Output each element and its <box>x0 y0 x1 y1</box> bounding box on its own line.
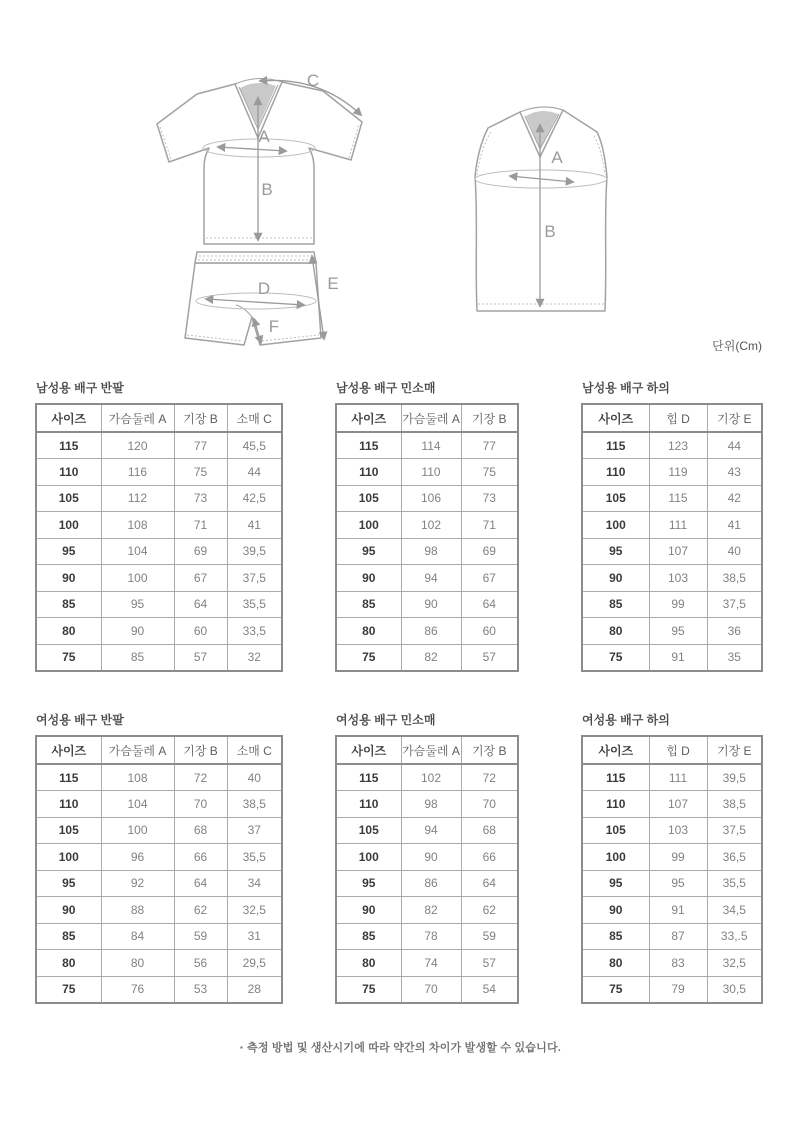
value-cell: 112 <box>101 485 174 512</box>
shorts-hip-label: D <box>257 279 271 298</box>
size-cell: 100 <box>582 844 649 871</box>
value-cell: 87 <box>649 923 707 950</box>
value-cell: 70 <box>461 791 518 818</box>
table-row <box>582 459 762 486</box>
value-cell: 94 <box>401 817 461 844</box>
value-cell: 98 <box>401 538 461 565</box>
value-cell: 57 <box>461 644 518 671</box>
table-row <box>336 432 518 459</box>
table-row <box>36 897 282 924</box>
table-row <box>582 897 762 924</box>
table-row <box>582 512 762 539</box>
measure-column-header: 기장 E <box>707 404 762 432</box>
value-cell: 32 <box>227 644 282 671</box>
value-cell: 107 <box>649 791 707 818</box>
table-row <box>336 764 518 791</box>
value-cell: 115 <box>649 485 707 512</box>
size-cell: 75 <box>336 644 401 671</box>
table-row <box>36 764 282 791</box>
value-cell: 31 <box>227 923 282 950</box>
value-cell: 64 <box>461 870 518 897</box>
value-cell: 66 <box>461 844 518 871</box>
table-row <box>582 976 762 1003</box>
footnote-text: 측정 방법 및 생산시기에 따라 약간의 차이가 발생할 수 있습니다. <box>247 1042 562 1054</box>
value-cell: 85 <box>101 644 174 671</box>
size-cell: 100 <box>336 844 401 871</box>
table-row <box>582 538 762 565</box>
value-cell: 114 <box>401 432 461 459</box>
table-row <box>582 432 762 459</box>
value-cell: 77 <box>461 432 518 459</box>
size-cell: 110 <box>36 791 101 818</box>
value-cell: 72 <box>174 764 227 791</box>
header-row <box>36 404 282 432</box>
vest-diagram <box>460 85 640 320</box>
table-row <box>36 565 282 592</box>
value-cell: 62 <box>174 897 227 924</box>
table-section-women-bottoms <box>581 713 763 1004</box>
value-cell: 39,5 <box>227 538 282 565</box>
header-row <box>582 736 762 764</box>
table-row <box>36 950 282 977</box>
measure-column-header: 기장 B <box>174 736 227 764</box>
value-cell: 102 <box>401 512 461 539</box>
size-cell: 85 <box>582 591 649 618</box>
size-cell: 105 <box>582 485 649 512</box>
value-cell: 38,5 <box>227 791 282 818</box>
value-cell: 71 <box>461 512 518 539</box>
value-cell: 36 <box>707 618 762 645</box>
shorts-outline-shape <box>185 263 321 345</box>
header-row <box>36 736 282 764</box>
value-cell: 86 <box>401 870 461 897</box>
value-cell: 44 <box>707 432 762 459</box>
value-cell: 73 <box>461 485 518 512</box>
value-cell: 84 <box>101 923 174 950</box>
value-cell: 43 <box>707 459 762 486</box>
header-row <box>582 404 762 432</box>
table-row <box>336 950 518 977</box>
measure-column-header: 소매 C <box>227 736 282 764</box>
value-cell: 64 <box>174 591 227 618</box>
value-cell: 39,5 <box>707 764 762 791</box>
table-row <box>582 844 762 871</box>
value-cell: 119 <box>649 459 707 486</box>
value-cell: 41 <box>707 512 762 539</box>
value-cell: 120 <box>101 432 174 459</box>
size-table-women-short-sleeve <box>35 735 283 1004</box>
size-cell: 90 <box>336 897 401 924</box>
table-row <box>36 976 282 1003</box>
measure-column-header: 가슴둘레 A <box>101 404 174 432</box>
size-cell: 85 <box>582 923 649 950</box>
value-cell: 35,5 <box>227 591 282 618</box>
table-row <box>36 485 282 512</box>
value-cell: 116 <box>101 459 174 486</box>
size-cell: 80 <box>36 950 101 977</box>
value-cell: 38,5 <box>707 565 762 592</box>
table-row <box>582 485 762 512</box>
value-cell: 91 <box>649 897 707 924</box>
value-cell: 108 <box>101 764 174 791</box>
table-row <box>36 844 282 871</box>
size-cell: 75 <box>582 976 649 1003</box>
value-cell: 90 <box>401 844 461 871</box>
size-column-header: 사이즈 <box>336 404 401 432</box>
value-cell: 34,5 <box>707 897 762 924</box>
footnote <box>0 1039 801 1055</box>
value-cell: 91 <box>649 644 707 671</box>
size-column-header: 사이즈 <box>582 404 649 432</box>
table-title: 남성용 배구 반팔 <box>36 381 124 395</box>
size-cell: 105 <box>336 485 401 512</box>
value-cell: 37,5 <box>227 565 282 592</box>
table-row <box>36 591 282 618</box>
table-row <box>582 644 762 671</box>
size-cell: 115 <box>336 764 401 791</box>
value-cell: 59 <box>174 923 227 950</box>
size-table-men-sleeveless <box>335 403 519 672</box>
size-cell: 80 <box>36 618 101 645</box>
table-row <box>36 791 282 818</box>
value-cell: 44 <box>227 459 282 486</box>
size-cell: 95 <box>336 870 401 897</box>
table-title: 여성용 배구 민소매 <box>336 713 436 727</box>
shirt-and-shorts-diagram <box>140 58 380 358</box>
value-cell: 90 <box>101 618 174 645</box>
table-row <box>36 512 282 539</box>
shirt-sleeve-label: C <box>306 71 320 90</box>
value-cell: 35 <box>707 644 762 671</box>
size-cell: 85 <box>336 591 401 618</box>
vest-length-label: B <box>544 222 556 241</box>
table-row <box>336 485 518 512</box>
size-cell: 115 <box>36 764 101 791</box>
value-cell: 100 <box>101 817 174 844</box>
value-cell: 106 <box>401 485 461 512</box>
table-row <box>336 618 518 645</box>
value-cell: 42,5 <box>227 485 282 512</box>
size-cell: 75 <box>582 644 649 671</box>
value-cell: 107 <box>649 538 707 565</box>
value-cell: 96 <box>101 844 174 871</box>
value-cell: 59 <box>461 923 518 950</box>
table-section-women-short-sleeve <box>35 713 283 1004</box>
table-row <box>582 591 762 618</box>
value-cell: 98 <box>401 791 461 818</box>
table-row <box>36 459 282 486</box>
table-title: 남성용 배구 민소매 <box>336 381 436 395</box>
size-cell: 80 <box>336 950 401 977</box>
footnote-marker: ▪ <box>239 1043 243 1052</box>
table-row <box>582 923 762 950</box>
table-row <box>36 870 282 897</box>
table-row <box>36 817 282 844</box>
table-section-men-short-sleeve <box>35 381 283 672</box>
table-row <box>36 538 282 565</box>
value-cell: 123 <box>649 432 707 459</box>
measure-column-header: 기장 B <box>174 404 227 432</box>
measure-column-header: 기장 B <box>461 736 518 764</box>
value-cell: 54 <box>461 976 518 1003</box>
table-row <box>336 644 518 671</box>
size-column-header: 사이즈 <box>36 736 101 764</box>
value-cell: 75 <box>461 459 518 486</box>
size-cell: 105 <box>36 817 101 844</box>
size-cell: 110 <box>582 791 649 818</box>
value-cell: 53 <box>174 976 227 1003</box>
size-cell: 75 <box>36 976 101 1003</box>
size-cell: 80 <box>336 618 401 645</box>
value-cell: 36,5 <box>707 844 762 871</box>
measure-column-header: 힙 D <box>649 736 707 764</box>
value-cell: 103 <box>649 565 707 592</box>
table-title: 여성용 배구 반팔 <box>36 713 124 727</box>
value-cell: 68 <box>174 817 227 844</box>
value-cell: 45,5 <box>227 432 282 459</box>
size-cell: 75 <box>336 976 401 1003</box>
size-cell: 110 <box>582 459 649 486</box>
value-cell: 94 <box>401 565 461 592</box>
shorts-length-label: E <box>327 274 339 293</box>
value-cell: 64 <box>461 591 518 618</box>
value-cell: 104 <box>101 538 174 565</box>
value-cell: 60 <box>174 618 227 645</box>
unit-label: 단위(Cm) <box>712 339 762 353</box>
measure-column-header: 가슴둘레 A <box>401 736 461 764</box>
size-cell: 115 <box>582 432 649 459</box>
size-cell: 115 <box>582 764 649 791</box>
value-cell: 56 <box>174 950 227 977</box>
table-row <box>336 976 518 1003</box>
value-cell: 100 <box>101 565 174 592</box>
value-cell: 74 <box>401 950 461 977</box>
value-cell: 57 <box>461 950 518 977</box>
shorts-inseam-label: F <box>268 317 280 336</box>
value-cell: 78 <box>401 923 461 950</box>
value-cell: 60 <box>461 618 518 645</box>
value-cell: 29,5 <box>227 950 282 977</box>
size-cell: 95 <box>582 538 649 565</box>
value-cell: 79 <box>649 976 707 1003</box>
value-cell: 67 <box>461 565 518 592</box>
size-column-header: 사이즈 <box>582 736 649 764</box>
table-row <box>582 950 762 977</box>
value-cell: 57 <box>174 644 227 671</box>
table-title: 남성용 배구 하의 <box>582 381 670 395</box>
value-cell: 69 <box>461 538 518 565</box>
size-cell: 105 <box>336 817 401 844</box>
value-cell: 33,5 <box>227 618 282 645</box>
value-cell: 72 <box>461 764 518 791</box>
table-section-men-sleeveless <box>335 381 519 672</box>
size-table-men-bottoms <box>581 403 763 672</box>
value-cell: 34 <box>227 870 282 897</box>
size-cell: 95 <box>336 538 401 565</box>
table-row <box>336 591 518 618</box>
value-cell: 95 <box>649 870 707 897</box>
value-cell: 88 <box>101 897 174 924</box>
table-row <box>336 923 518 950</box>
measure-column-header: 가슴둘레 A <box>401 404 461 432</box>
value-cell: 80 <box>101 950 174 977</box>
size-cell: 90 <box>582 565 649 592</box>
value-cell: 110 <box>401 459 461 486</box>
measure-column-header: 기장 E <box>707 736 762 764</box>
table-section-men-bottoms <box>581 381 763 672</box>
size-column-header: 사이즈 <box>36 404 101 432</box>
value-cell: 38,5 <box>707 791 762 818</box>
table-row <box>582 764 762 791</box>
table-row <box>582 870 762 897</box>
value-cell: 86 <box>401 618 461 645</box>
measure-column-header: 기장 B <box>461 404 518 432</box>
size-cell: 110 <box>36 459 101 486</box>
shirt-length-label: B <box>261 180 273 199</box>
table-row <box>582 618 762 645</box>
size-cell: 90 <box>36 565 101 592</box>
size-column-header: 사이즈 <box>336 736 401 764</box>
value-cell: 108 <box>101 512 174 539</box>
size-cell: 100 <box>336 512 401 539</box>
size-cell: 95 <box>582 870 649 897</box>
value-cell: 73 <box>174 485 227 512</box>
value-cell: 104 <box>101 791 174 818</box>
table-section-women-sleeveless <box>335 713 519 1004</box>
table-row <box>336 512 518 539</box>
value-cell: 37,5 <box>707 591 762 618</box>
value-cell: 32,5 <box>227 897 282 924</box>
size-cell: 95 <box>36 870 101 897</box>
value-cell: 77 <box>174 432 227 459</box>
size-cell: 85 <box>336 923 401 950</box>
table-row <box>336 897 518 924</box>
size-cell: 110 <box>336 791 401 818</box>
size-cell: 90 <box>582 897 649 924</box>
value-cell: 102 <box>401 764 461 791</box>
value-cell: 37 <box>227 817 282 844</box>
value-cell: 83 <box>649 950 707 977</box>
table-row <box>36 618 282 645</box>
measure-column-header: 가슴둘레 A <box>101 736 174 764</box>
table-row <box>336 817 518 844</box>
value-cell: 30,5 <box>707 976 762 1003</box>
value-cell: 41 <box>227 512 282 539</box>
value-cell: 75 <box>174 459 227 486</box>
size-cell: 100 <box>36 512 101 539</box>
size-cell: 90 <box>36 897 101 924</box>
value-cell: 62 <box>461 897 518 924</box>
size-cell: 95 <box>36 538 101 565</box>
value-cell: 69 <box>174 538 227 565</box>
value-cell: 40 <box>707 538 762 565</box>
size-cell: 115 <box>336 432 401 459</box>
size-cell: 85 <box>36 591 101 618</box>
size-table-women-bottoms <box>581 735 763 1004</box>
value-cell: 33,.5 <box>707 923 762 950</box>
size-cell: 85 <box>36 923 101 950</box>
size-cell: 75 <box>36 644 101 671</box>
size-cell: 80 <box>582 618 649 645</box>
value-cell: 28 <box>227 976 282 1003</box>
shorts-waistband-shape <box>195 252 316 263</box>
value-cell: 99 <box>649 591 707 618</box>
header-row <box>336 736 518 764</box>
value-cell: 37,5 <box>707 817 762 844</box>
value-cell: 40 <box>227 764 282 791</box>
size-cell: 100 <box>582 512 649 539</box>
value-cell: 99 <box>649 844 707 871</box>
table-row <box>336 538 518 565</box>
size-cell: 90 <box>336 565 401 592</box>
value-cell: 70 <box>401 976 461 1003</box>
value-cell: 42 <box>707 485 762 512</box>
value-cell: 32,5 <box>707 950 762 977</box>
value-cell: 66 <box>174 844 227 871</box>
value-cell: 71 <box>174 512 227 539</box>
size-table-men-short-sleeve <box>35 403 283 672</box>
value-cell: 82 <box>401 644 461 671</box>
table-row <box>336 844 518 871</box>
size-cell: 115 <box>36 432 101 459</box>
measure-column-header: 소매 C <box>227 404 282 432</box>
value-cell: 64 <box>174 870 227 897</box>
table-row <box>582 791 762 818</box>
value-cell: 35,5 <box>707 870 762 897</box>
size-cell: 80 <box>582 950 649 977</box>
table-row <box>36 644 282 671</box>
table-row <box>336 459 518 486</box>
value-cell: 90 <box>401 591 461 618</box>
value-cell: 92 <box>101 870 174 897</box>
header-row <box>336 404 518 432</box>
value-cell: 82 <box>401 897 461 924</box>
value-cell: 70 <box>174 791 227 818</box>
size-cell: 110 <box>336 459 401 486</box>
value-cell: 95 <box>101 591 174 618</box>
size-cell: 105 <box>582 817 649 844</box>
table-row <box>582 817 762 844</box>
vest-chest-label: A <box>551 148 563 167</box>
table-row <box>336 565 518 592</box>
measure-column-header: 힙 D <box>649 404 707 432</box>
value-cell: 35,5 <box>227 844 282 871</box>
table-title: 여성용 배구 하의 <box>582 713 670 727</box>
table-row <box>36 432 282 459</box>
shirt-chest-label: A <box>258 127 270 146</box>
value-cell: 67 <box>174 565 227 592</box>
table-row <box>336 870 518 897</box>
value-cell: 95 <box>649 618 707 645</box>
table-row <box>336 791 518 818</box>
value-cell: 111 <box>649 512 707 539</box>
size-table-women-sleeveless <box>335 735 519 1004</box>
value-cell: 111 <box>649 764 707 791</box>
table-row <box>582 565 762 592</box>
size-cell: 105 <box>36 485 101 512</box>
table-row <box>36 923 282 950</box>
size-cell: 100 <box>36 844 101 871</box>
value-cell: 76 <box>101 976 174 1003</box>
value-cell: 68 <box>461 817 518 844</box>
value-cell: 103 <box>649 817 707 844</box>
